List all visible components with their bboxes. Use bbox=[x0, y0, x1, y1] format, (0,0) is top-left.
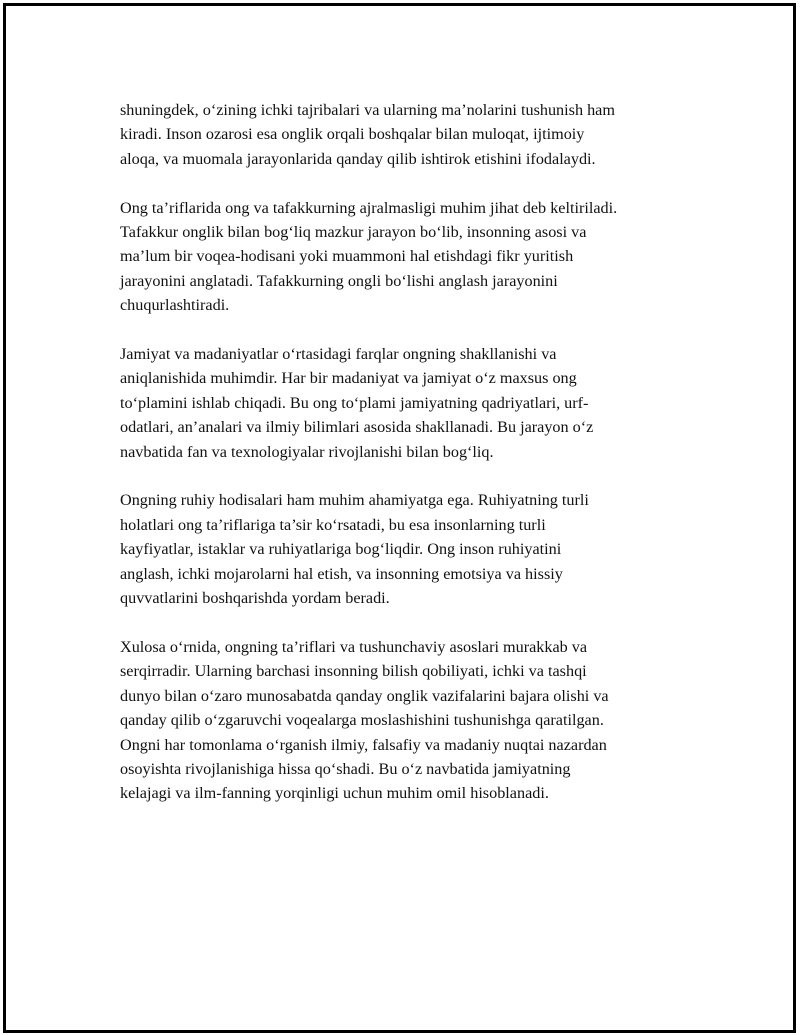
paragraph-3: Jamiyat va madaniyatlar o‘rtasidagi farqlar ongning shakllanishi va aniqlanishida muhimdir. Har bir madaniyat va jamiyat o‘z maxsus ong to‘plamini ishlab chiqadi. Bu ong to‘plami jamiyatning qadriyatlari, urf- odatlari, an’analari va ilmiy bilimlari asosida shakllanadi. Bu jarayon o‘z navbatida fan va texnologiyalar rivojlanishi bilan bog‘liq. bbox=[120, 345, 594, 461]
paragraph-5: Xulosa o‘rnida, ongning ta’riflari va tushunchaviy asoslari murakkab va serqirradir. Ularning barchasi insonning bilish qobiliyati, ichki va tashqi dunyo bilan o‘zaro munosabatda qanday onglik vazifalarini bajara olishi va qanday qilib o‘zgaruvchi voqealarga moslashishini tushunishga qaratilgan. Ongni har tomonlama o‘rganish ilmiy, falsafiy va madaniy nuqtai nazardan osoyishta rivojlanishiga hissa qo‘shadi. Bu o‘z navbatida jamiyatning kelajagi va ilm-fanning yorqinligi uchun muhim omil hisoblanadi. bbox=[120, 637, 609, 803]
paragraph-1: shuningdek, o‘zining ichki tajribalari va ularning ma’nolarini tushunish ham kiradi. Inson ozarosi esa onglik orqali boshqalar bilan muloqat, ijtimoiy aloqa, va muomala jarayonlarida qanday qilib ishtirok etishini ifodalaydi. bbox=[120, 101, 615, 168]
document-page bbox=[3, 3, 796, 1033]
paragraph-4: Ongning ruhiy hodisalari ham muhim ahamiyatga ega. Ruhiyatning turli holatlari ong ta’riflariga ta’sir ko‘rsatadi, bu esa insonlarning turli kayfiyatlar, istaklar va ruhiyatlariga bog‘liqdir. Ong inson ruhiyatini anglash, ichki mojarolarni hal etish, va insonning emotsiya va hissiy quvvatlarini boshqarishda yordam beradi. bbox=[120, 491, 589, 608]
document-body bbox=[120, 98, 680, 830]
paragraph-2: Ong ta’riflarida ong va tafakkurning ajralmasligi muhim jihat deb keltiriladi. Tafakkur onglik bilan bog‘liq mazkur jarayon bo‘lib, insonning asosi va ma’lum bir voqea-hodisani yoki muammoni hal etishdagi fikr yuritish jarayonini anglatadi. Tafakkurning ongli bo‘lishi anglash jarayonini chuqurlashtiradi. bbox=[120, 198, 618, 315]
